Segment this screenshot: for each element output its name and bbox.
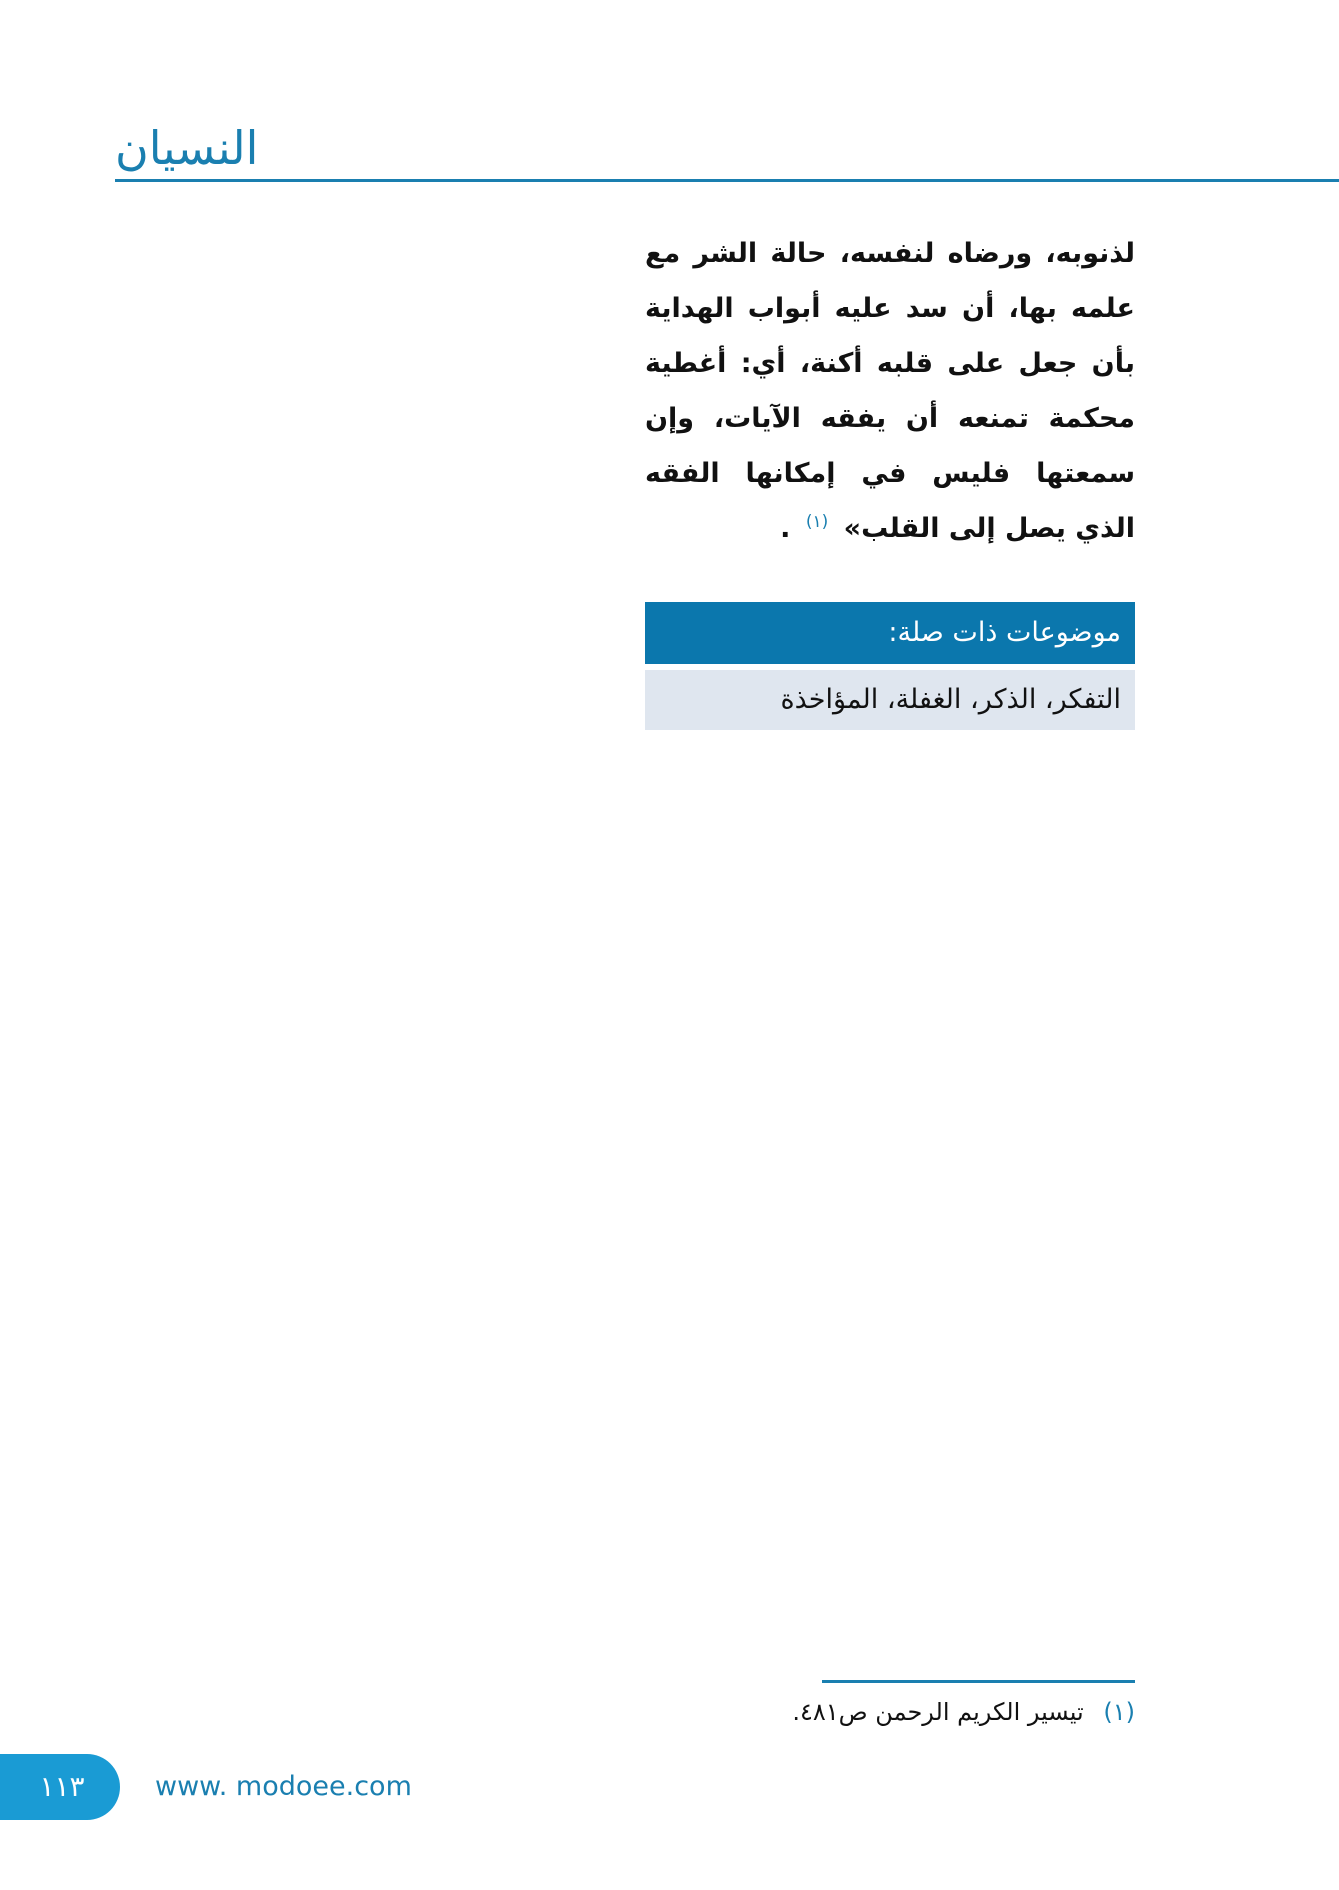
related-topics-box [645, 602, 1135, 730]
related-topics-list: التفكر، الذكر، الغفلة، المؤاخذة [645, 670, 1135, 730]
paragraph-end: . [780, 513, 791, 544]
related-topics-heading: موضوعات ذات صلة: [645, 602, 1135, 664]
footnote [645, 1694, 1135, 1730]
page-number: ١١٣ [39, 1770, 85, 1803]
paragraph-text: لذنوبه، ورضاه لنفسه، حالة الشر مع علمه بها، أن سد عليه أبواب الهداية بأن جعل على قلبه أكنة، أي: أغطية محكمة تمنعه أن يفقه الآيات، وإن سمعتها فليس في إمكانها الفقه الذي يصل إلى القلب» [645, 238, 1135, 544]
page-title: النسيان [115, 121, 259, 175]
footnote-reference[interactable]: (١) [805, 512, 829, 532]
footnote-divider [822, 1680, 1135, 1683]
footnote-number: (١) [1103, 1698, 1135, 1726]
footnote-text: تيسير الكريم الرحمن ص٤٨١. [792, 1698, 1084, 1726]
website-link[interactable]: www. modoee.com [155, 1771, 412, 1802]
header-divider [115, 179, 1339, 182]
body-paragraph [645, 226, 1135, 556]
page-number-tab [0, 1754, 120, 1820]
